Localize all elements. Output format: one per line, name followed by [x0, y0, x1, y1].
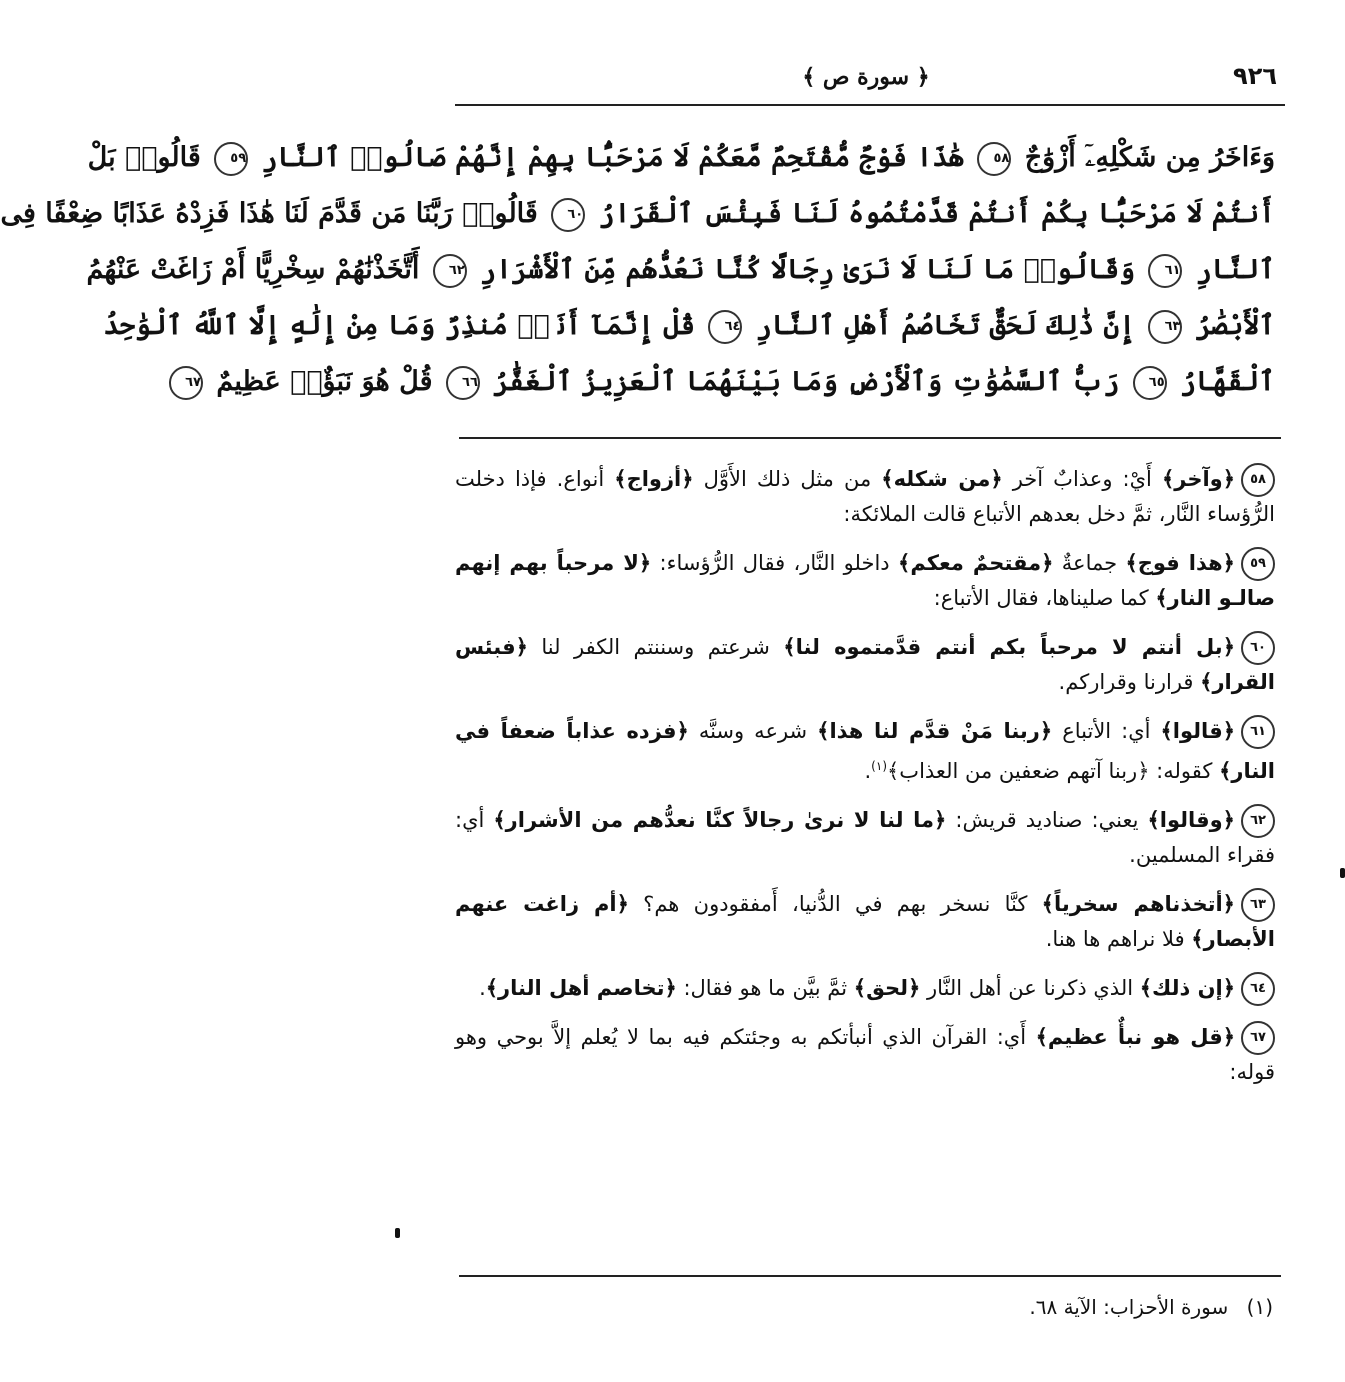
ayah-number-marker: ٦٧	[169, 366, 203, 400]
commentary-text: كنَّا نسخر بهم في الدُّنيا، أَمفقودون هم؟	[628, 892, 1042, 916]
quoted-verse: ﴿من شكله﴾	[881, 467, 1003, 491]
commentary-note	[455, 887, 1275, 957]
commentary-text: .	[479, 976, 486, 1000]
verse-number-badge: ٦١	[1241, 715, 1275, 749]
commentary-text: الذي ذكرنا عن أهل النَّار	[920, 976, 1140, 1000]
quoted-verse: ﴿أزواج﴾	[614, 467, 694, 491]
scan-edge-mark	[395, 1228, 400, 1238]
scan-edge-mark	[1340, 868, 1345, 878]
ayah-number-marker: ٥٨	[977, 142, 1011, 176]
section-divider	[459, 437, 1281, 439]
quran-line	[103, 298, 1275, 354]
verse-number-badge: ٥٨	[1241, 463, 1275, 497]
commentary-note	[455, 546, 1275, 616]
commentary-text: شرعتم وسننتم الكفر لنا	[527, 635, 784, 659]
commentary-text: كقوله: ﴿ربنا آتهم ضعفين من العذاب﴾	[887, 759, 1220, 783]
quran-text: إِنَّ ذَٰلِكَ لَحَقٌّ تَخَاصُمُ أَهْلِ ٱلنَّارِ	[755, 310, 1136, 341]
commentary-note	[455, 630, 1275, 700]
commentary-text: داخلو النَّار، فقال الرُّؤساء:	[651, 551, 899, 575]
verse-number-badge: ٦٤	[1241, 972, 1275, 1006]
surah-title: ﴿ سورة ص ﴾	[802, 64, 930, 90]
quran-text: أَنتُمْ لَا مَرْحَبًۢا بِكُمْ أَنتُمْ قَدَّمْتُمُوهُ لَنَا فَبِئْسَ ٱلْقَرَارُ	[598, 198, 1275, 229]
commentary-text: كما صليناها، فقال الأتباع:	[933, 586, 1156, 610]
quran-line	[87, 130, 1275, 186]
quran-text: قُلْ هُوَ نَبَؤٌا۟ عَظِيمٌ	[216, 366, 433, 397]
quran-text: أَتَّخَذْنَٰهُمْ سِخْرِيًّا أَمْ زَاغَتْ عَنْهُمُ	[86, 254, 420, 285]
commentary-note	[455, 714, 1275, 789]
commentary-block	[455, 462, 1275, 1104]
commentary-text: شرعه وسنَّه	[688, 719, 818, 743]
commentary-text: من مثل ذلك الأَوَّل	[693, 467, 882, 491]
quran-text: ٱلنَّارِ	[1195, 254, 1275, 285]
quoted-verse: ﴿فزده عذاباً ضعفاً في النار﴾	[455, 719, 1275, 783]
commentary-text: قرارنا وقراركم.	[1058, 670, 1201, 694]
quran-text-block	[0, 130, 1275, 410]
quran-text: قَالُوا۟ رَبَّنَا مَن قَدَّمَ لَنَا هَٰذَا فَزِدْهُ عَذَابًا ضِعْفًا فِى	[0, 198, 538, 229]
commentary-text: أنواع. فإذا دخلت الرُّؤساء النَّار، ثمَّ دخل بعدهم الأتباع قالت الملائكة:	[455, 467, 1275, 526]
verse-number-badge: ٦٧	[1241, 1021, 1275, 1055]
commentary-text: أي: الأتباع	[1052, 719, 1161, 743]
quran-text: وَقَالُوا۟ مَا لَنَا لَا نَرَىٰ رِجَالًا كُنَّا نَعُدُّهُم مِّنَ ٱلْأَشْرَارِ	[480, 254, 1136, 285]
footnote-divider	[459, 1275, 1281, 1277]
quoted-verse: ﴿ربنا مَنْ قدَّم لنا هذا﴾	[817, 719, 1053, 743]
quoted-verse: ﴿بل أنتم لا مرحباً بكم أنتم قدَّمتموه لنا﴾	[783, 635, 1235, 659]
quran-text: ٱلْقَهَّارُ	[1180, 366, 1275, 397]
quoted-verse: ﴿وآخر﴾	[1161, 467, 1236, 491]
footnote-number: (١)	[1246, 1295, 1273, 1319]
quran-text: رَبُّ ٱلسَّمَٰوَٰتِ وَٱلْأَرْضِ وَمَا بَيْنَهُمَا ٱلْعَزِيزُ ٱلْغَفَّٰرُ	[493, 366, 1120, 397]
footnote	[455, 1295, 1273, 1319]
ayah-number-marker: ٥٩	[214, 142, 248, 176]
commentary-note	[455, 971, 1275, 1006]
quoted-verse: ﴿لحق﴾	[853, 976, 921, 1000]
quoted-verse: ﴿لا مرحباً بهم إنهم صالـو النار﴾	[455, 551, 1275, 610]
verse-number-badge: ٦٠	[1241, 631, 1275, 665]
commentary-text: أَيْ: وعذابٌ آخر	[1002, 467, 1162, 491]
quoted-verse: ﴿وقالوا﴾	[1147, 808, 1235, 832]
ayah-number-marker: ٦٣	[1148, 310, 1182, 344]
footnote-ref: (١)	[871, 759, 887, 773]
quran-line	[185, 354, 1275, 410]
header-divider	[455, 104, 1285, 106]
commentary-text: ثمَّ بيَّن ما هو فقال:	[676, 976, 854, 1000]
quoted-verse: ﴿أم زاغت عنهم الأبصار﴾	[455, 892, 1275, 951]
quran-line	[0, 186, 1275, 242]
quoted-verse: ﴿قل هو نبأٌ عظيم﴾	[1035, 1025, 1235, 1049]
quoted-verse: ﴿إن ذلك﴾	[1139, 976, 1235, 1000]
quran-text: هَٰذَا فَوْجٌ مُّقْتَحِمٌ مَّعَكُمْ لَا مَرْحَبًۢا بِهِمْ إِنَّهُمْ صَالُوا۟ ٱلنَّارِ	[261, 142, 964, 173]
quoted-verse: ﴿فبئس القرار﴾	[455, 635, 1275, 694]
ayah-number-marker: ٦٤	[708, 310, 742, 344]
commentary-note	[455, 1020, 1275, 1090]
quran-text: وَءَاخَرُ مِن شَكْلِهِۦٓ أَزْوَٰجٌ	[1024, 142, 1275, 173]
commentary-text: فلا نراهم ها هنا.	[1045, 927, 1192, 951]
page-number: ٩٢٦	[1233, 62, 1277, 90]
quoted-verse: ﴿مقتحمٌ معكم﴾	[898, 551, 1054, 575]
commentary-text: أي: فقراء المسلمين.	[455, 808, 1275, 867]
quoted-verse: ﴿ما لنا لا نرىٰ رجالاً كنَّا نعدُّهم من الأشرار﴾	[493, 808, 947, 832]
ayah-number-marker: ٦١	[1148, 254, 1182, 288]
footnote-text: سورة الأحزاب: الآية ٦٨.	[1029, 1295, 1229, 1319]
quoted-verse: ﴿تخاصم أهل النار﴾	[485, 976, 677, 1000]
ayah-number-marker: ٦٢	[433, 254, 467, 288]
quoted-verse: ﴿هذا فوج﴾	[1125, 551, 1235, 575]
commentary-note	[455, 462, 1275, 532]
quran-text: قُلْ إِنَّمَآ أَنَا۠ مُنذِرٌ وَمَا مِنْ إِلَٰهٍ إِلَّا ٱللَّهُ ٱلْوَٰحِدُ	[103, 310, 696, 341]
commentary-text: .	[864, 759, 872, 783]
commentary-text: جماعةٌ	[1053, 551, 1126, 575]
verse-number-badge: ٥٩	[1241, 547, 1275, 581]
verse-number-badge: ٦٣	[1241, 888, 1275, 922]
quran-line	[86, 242, 1275, 298]
commentary-note	[455, 803, 1275, 873]
quran-text: قَالُوا۟ بَلْ	[87, 142, 201, 173]
ayah-number-marker: ٦٠	[551, 198, 585, 232]
verse-number-badge: ٦٢	[1241, 804, 1275, 838]
commentary-text: يعني: صناديد قريش:	[946, 808, 1148, 832]
ayah-number-marker: ٦٥	[1133, 366, 1167, 400]
quoted-verse: ﴿قالوا﴾	[1160, 719, 1235, 743]
ayah-number-marker: ٦٦	[446, 366, 480, 400]
quran-text: ٱلْأَبْصَٰرُ	[1195, 310, 1275, 341]
commentary-text: أَي: القرآن الذي أنبأتكم به وجئتكم فيه بما لا يُعلم إلاَّ بوحي وهو قوله:	[455, 1025, 1275, 1084]
quoted-verse: ﴿أتخذناهم سخرياً﴾	[1041, 892, 1235, 916]
page-header	[455, 62, 1277, 102]
